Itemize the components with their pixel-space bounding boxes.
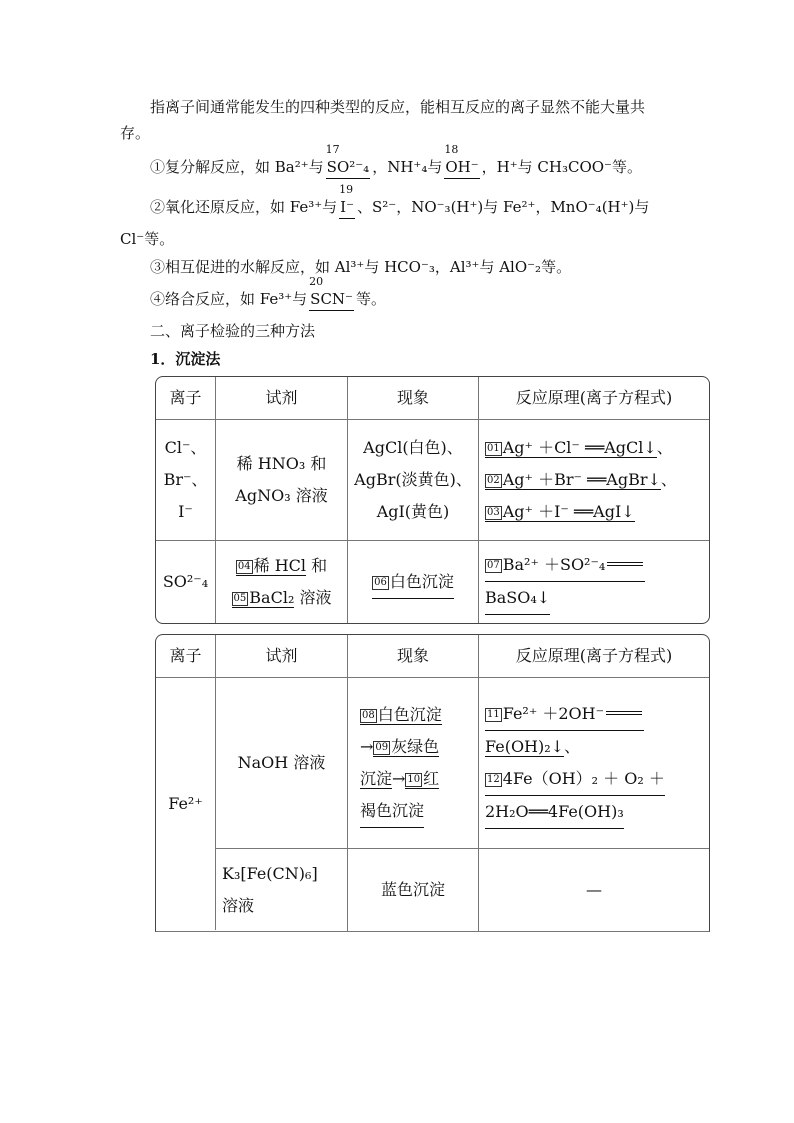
- header-phenomenon: 现象: [348, 377, 479, 419]
- equals-sign: [606, 711, 642, 715]
- intro-line-2: 存。: [120, 124, 151, 142]
- reaction-type-1: ①复分解反应，如 Ba²⁺与 17 SO²⁻₄ ，NH⁺₄与 18 OH⁻ ，H⁺与 CH₃COO⁻等。: [150, 156, 642, 179]
- header-phenomenon: 现象: [348, 635, 479, 677]
- precipitation-table-1: [155, 376, 710, 624]
- reaction-type-3: ③相互促进的水解反应，如 Al³⁺与 HCO⁻₃，Al³⁺与 AlO⁻₂等。: [150, 258, 572, 276]
- header-ion: 离子: [156, 635, 216, 677]
- table-row-naoh: [216, 678, 709, 849]
- table-row-ferricyanide: [216, 849, 709, 931]
- equation-cell: 11 Fe²⁺ ＋2OH⁻ Fe(OH)₂↓、 12 4Fe（OH）₂ ＋ O₂ ＋ 2H₂O══4Fe(OH)₃: [479, 678, 709, 848]
- table-row-halides: [156, 420, 709, 541]
- reaction-type-2-cont: Cl⁻等。: [120, 230, 175, 248]
- ion-cell: SO²⁻₄: [156, 541, 216, 623]
- ion-cell: Cl⁻、 Br⁻、 I⁻: [156, 420, 216, 540]
- answer-blank-20: 20 SCN⁻: [309, 288, 354, 311]
- table-row-sulfate: [156, 541, 709, 623]
- section-heading: 二、离子检验的三种方法: [150, 322, 316, 340]
- equation-line: 02 Ag⁺ ＋Br⁻ ══AgBr↓、: [487, 470, 677, 489]
- equals-sign: [607, 562, 643, 566]
- ion-cell: Fe²⁺: [156, 678, 216, 930]
- reaction-type-2: ②氧化还原反应，如 Fe³⁺与 19 I⁻ 、S²⁻，NO⁻₃(H⁺)与 Fe²⁺，MnO⁻₄(H⁺)与: [150, 196, 649, 219]
- answer-blank-18: 18 OH⁻: [444, 156, 479, 179]
- header-reagent: 试剂: [216, 635, 348, 677]
- reagent-cell: K₃[Fe(CN)₆] 溶液: [216, 849, 348, 931]
- table-header-row: [156, 377, 709, 420]
- reaction-type-4: ④络合反应，如 Fe³⁺与 20 SCN⁻ 等。: [150, 288, 386, 311]
- phenomenon-cell: 蓝色沉淀: [348, 849, 479, 931]
- header-equation: 反应原理(离子方程式): [515, 646, 673, 665]
- intro-line-1: 指离子间通常能发生的四种类型的反应，能相互反应的离子显然不能大量共: [150, 98, 646, 116]
- header-ion: 离子: [156, 377, 216, 419]
- reagent-cell: 04 稀 HCl 和 05 BaCl₂ 溶液: [216, 541, 348, 623]
- header-reagent: 试剂: [216, 377, 348, 419]
- answer-blank-19: 19 I⁻: [339, 196, 355, 219]
- equation-cell: [479, 420, 709, 540]
- reagent-cell: 稀 HNO₃ 和 AgNO₃ 溶液: [216, 420, 348, 540]
- phenomenon-cell: 08 白色沉淀 → 09 灰绿色 沉淀→ 10 红 褐色沉淀: [348, 678, 479, 848]
- equation-cell: —: [586, 880, 602, 899]
- header-equation: 反应原理(离子方程式): [515, 388, 673, 407]
- subsection-heading: 1．沉淀法: [150, 350, 221, 368]
- equation-line: 03 Ag⁺ ＋I⁻ ══AgI↓: [487, 502, 635, 521]
- table-body: [156, 678, 709, 931]
- precipitation-table-2: [155, 634, 710, 932]
- phenomenon-cell: 06 白色沉淀: [348, 541, 479, 623]
- equation-cell: 07 Ba²⁺ ＋SO²⁻₄ BaSO₄↓: [479, 541, 709, 623]
- reagent-cell: NaOH 溶液: [216, 678, 348, 848]
- equation-line: 01 Ag⁺ ＋Cl⁻ ══AgCl↓、: [487, 438, 673, 457]
- phenomenon-cell: AgCl(白色)、 AgBr(淡黄色)、 AgI(黄色): [348, 420, 479, 540]
- answer-blank-17: 17 SO²⁻₄: [326, 156, 371, 179]
- table-header-row: [156, 635, 709, 678]
